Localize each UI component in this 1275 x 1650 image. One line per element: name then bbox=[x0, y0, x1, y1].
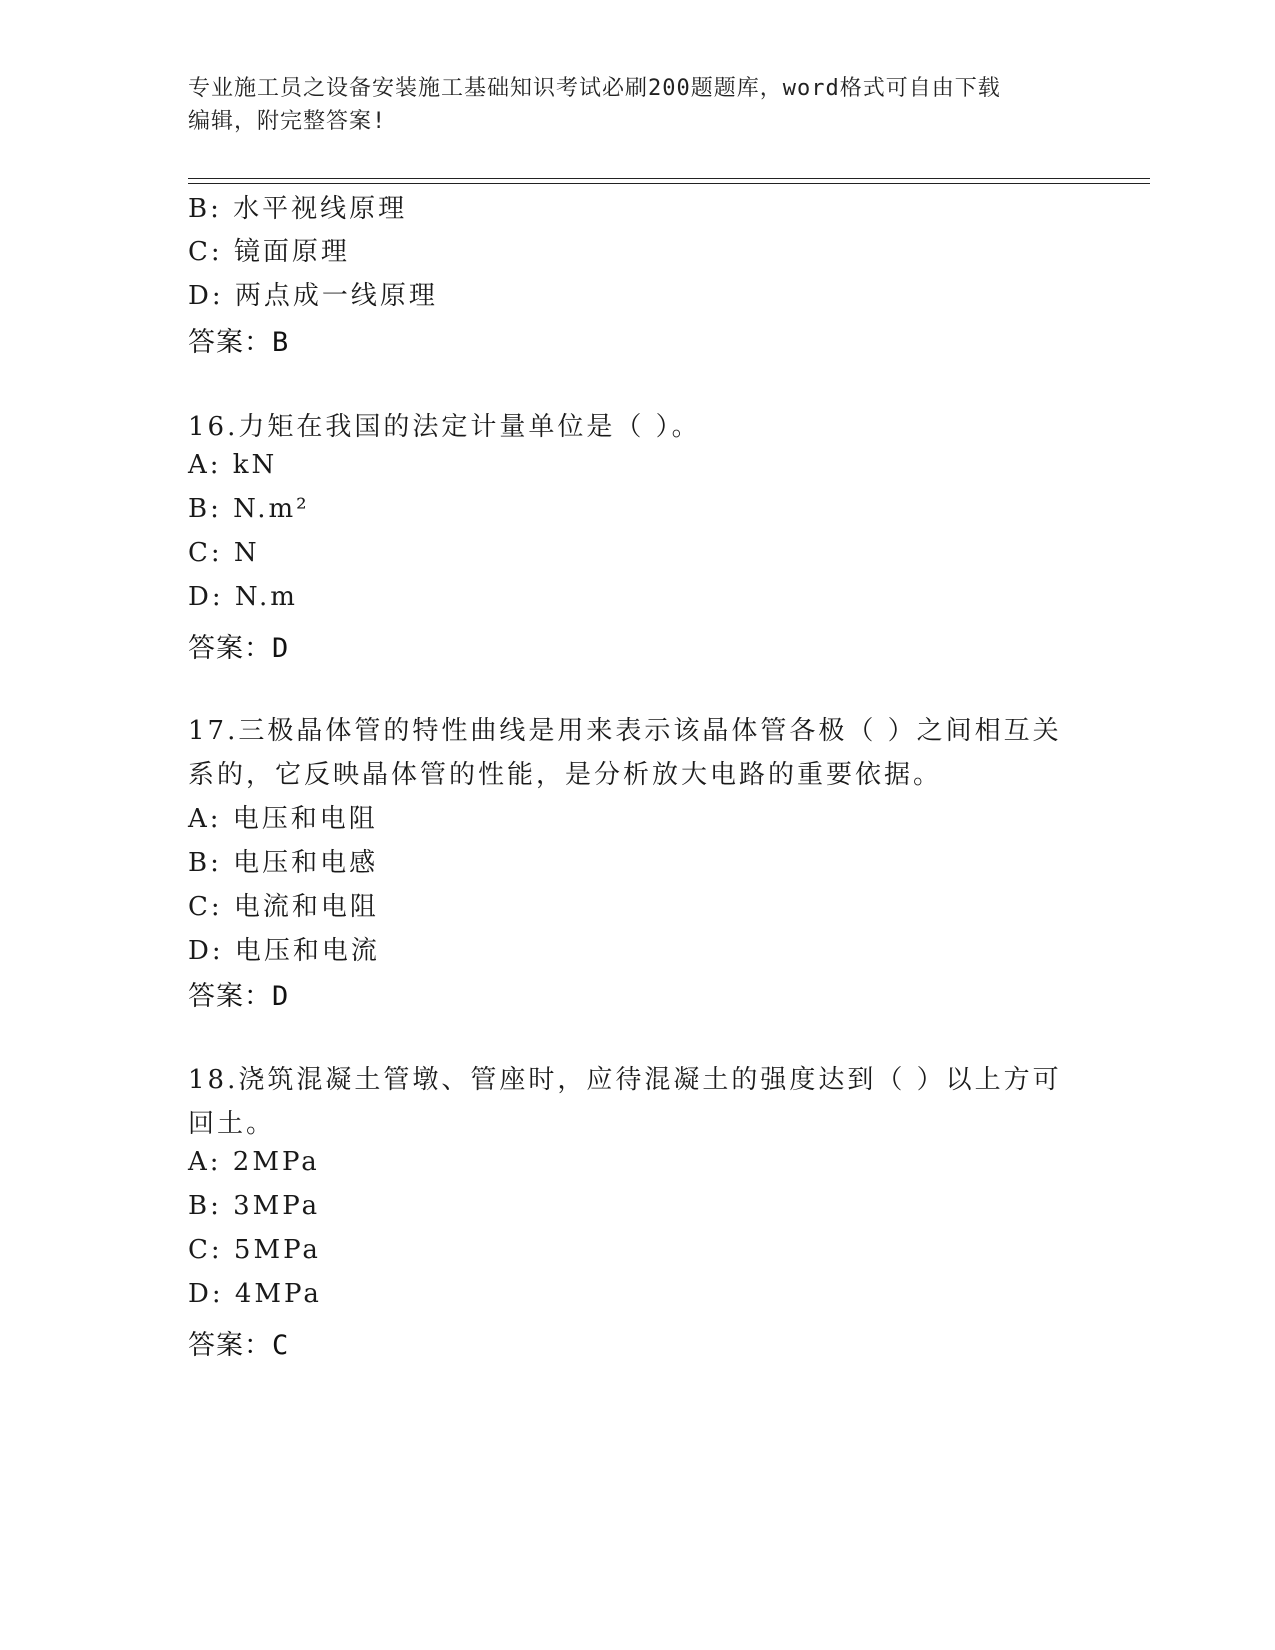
answer bbox=[188, 1323, 289, 1362]
option-d: D: N.m bbox=[188, 582, 298, 612]
answer-label: 答案： bbox=[188, 981, 272, 1012]
option-b: B: 水平视线原理 bbox=[188, 194, 408, 224]
header-rule-bottom bbox=[188, 183, 1150, 184]
option-a: A: 电压和电阻 bbox=[188, 804, 378, 834]
answer-label: 答案： bbox=[188, 327, 272, 358]
question-stem-line-1: 18.浇筑混凝土管墩、管座时，应待混凝土的强度达到（ ）以上方可 bbox=[188, 1065, 1062, 1095]
option-b: B: 电压和电感 bbox=[188, 848, 379, 878]
option-b: B: 3MPa bbox=[188, 1191, 321, 1221]
answer-label: 答案： bbox=[188, 1330, 272, 1361]
question-stem-line-2: 系的，它反映晶体管的性能，是分析放大电路的重要依据。 bbox=[188, 760, 943, 790]
answer bbox=[188, 320, 289, 359]
answer-value: D bbox=[272, 981, 290, 1012]
option-d: D: 电压和电流 bbox=[188, 936, 380, 966]
option-c: C: N bbox=[188, 538, 260, 568]
option-c: C: 5MPa bbox=[188, 1235, 321, 1265]
answer bbox=[188, 626, 289, 665]
option-c: C: 镜面原理 bbox=[188, 237, 350, 267]
answer-label: 答案： bbox=[188, 633, 272, 664]
option-b: B: N.m² bbox=[188, 494, 310, 524]
option-a: A: 2MPa bbox=[188, 1147, 320, 1177]
option-d: D: 4MPa bbox=[188, 1279, 322, 1309]
option-c: C: 电流和电阻 bbox=[188, 892, 379, 922]
document-header bbox=[188, 72, 1068, 138]
answer bbox=[188, 974, 289, 1013]
option-a: A: kN bbox=[188, 450, 278, 480]
header-line-1: 专业施工员之设备安装施工基础知识考试必刷200题题库，word格式可自由下载 bbox=[188, 76, 1001, 101]
question-stem: 16.力矩在我国的法定计量单位是（ ）。 bbox=[188, 412, 701, 442]
answer-value: B bbox=[272, 327, 290, 358]
answer-value: D bbox=[272, 633, 290, 664]
question-stem-line-2: 回土。 bbox=[188, 1109, 276, 1139]
question-stem-line-1: 17.三极晶体管的特性曲线是用来表示该晶体管各极（ ）之间相互关 bbox=[188, 716, 1062, 746]
header-line-2: 编辑，附完整答案! bbox=[188, 109, 387, 134]
answer-value: C bbox=[272, 1330, 290, 1361]
header-rule-top bbox=[188, 178, 1150, 179]
option-d: D: 两点成一线原理 bbox=[188, 281, 438, 311]
